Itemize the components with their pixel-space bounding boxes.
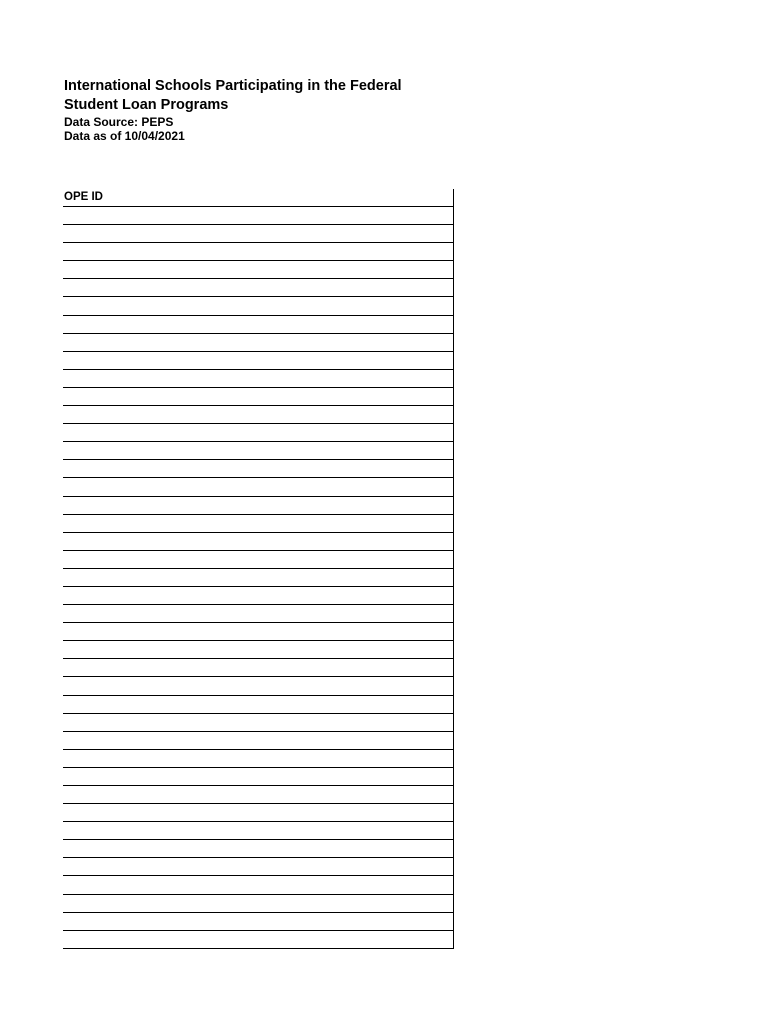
document-title-line-1: International Schools Participating in the Federal [64, 78, 402, 94]
table-row [63, 225, 453, 243]
table-row [63, 876, 453, 894]
table-row [63, 316, 453, 334]
table-row [63, 641, 453, 659]
table-row [63, 442, 453, 460]
table-row [63, 587, 453, 605]
table-row [63, 460, 453, 478]
table-row [63, 840, 453, 858]
table-row [63, 207, 453, 225]
table-row [63, 370, 453, 388]
table-row [63, 352, 453, 370]
schools-table [63, 189, 454, 949]
table-row [63, 750, 453, 768]
table-row [63, 551, 453, 569]
table-row [63, 243, 453, 261]
table-row [63, 497, 453, 515]
table-row [63, 768, 453, 786]
table-row [63, 533, 453, 551]
table-row [63, 334, 453, 352]
table-row [63, 858, 453, 876]
table-row [63, 478, 453, 496]
table-row [63, 822, 453, 840]
table-row [63, 913, 453, 931]
table-row [63, 732, 453, 750]
table-body [63, 207, 453, 949]
table-row [63, 714, 453, 732]
data-source-label: Data Source: PEPS [64, 115, 174, 129]
table-row [63, 515, 453, 533]
table-row [63, 388, 453, 406]
table-row [63, 261, 453, 279]
table-row [63, 569, 453, 587]
document-title-line-2: Student Loan Programs [64, 97, 229, 113]
column-header-ope-id: OPE ID [63, 189, 453, 207]
table-row [63, 895, 453, 913]
table-row [63, 424, 453, 442]
table-row [63, 659, 453, 677]
table-row [63, 406, 453, 424]
table-row [63, 297, 453, 315]
data-date-label: Data as of 10/04/2021 [64, 129, 185, 143]
table-row [63, 696, 453, 714]
table-row [63, 623, 453, 641]
table-row [63, 804, 453, 822]
table-row [63, 931, 453, 949]
table-row [63, 677, 453, 695]
table-row [63, 605, 453, 623]
document-header [64, 77, 464, 143]
table-row [63, 279, 453, 297]
table-row [63, 786, 453, 804]
